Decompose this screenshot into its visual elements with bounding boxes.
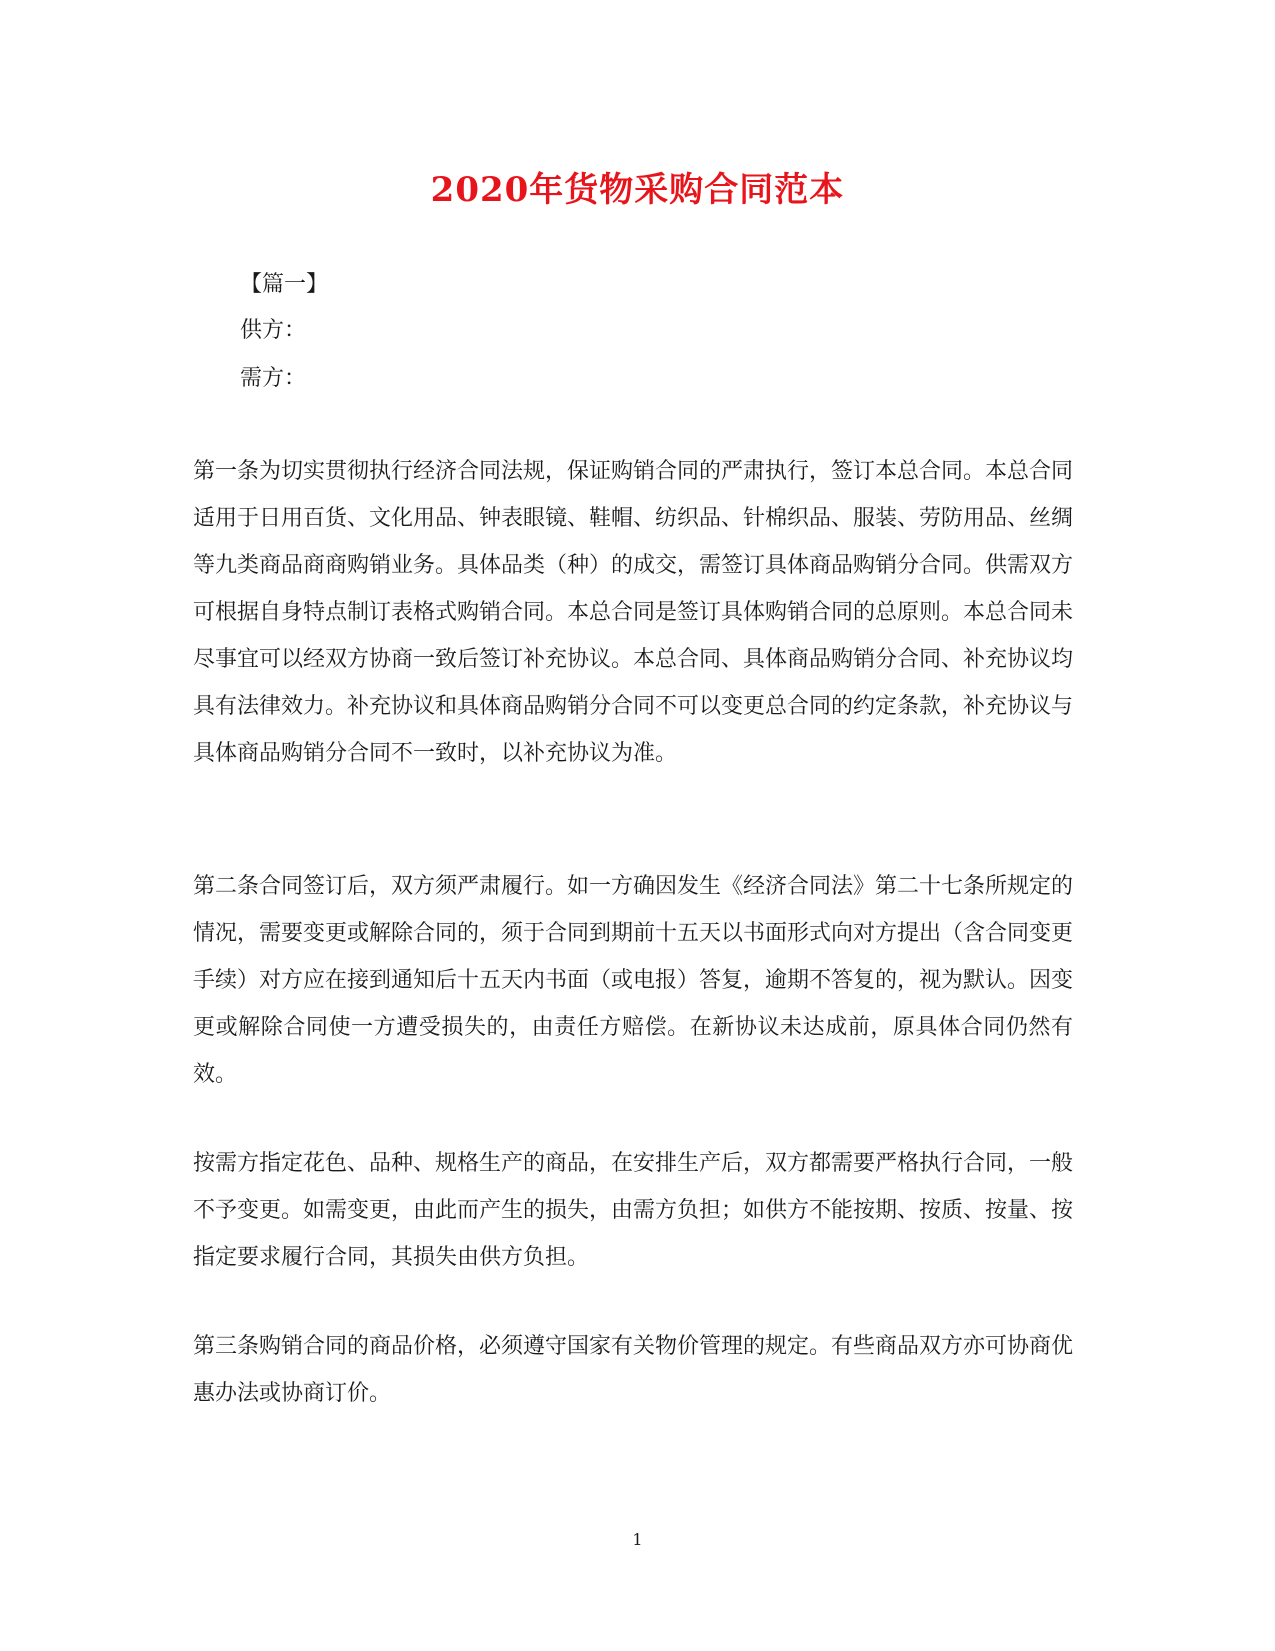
- section-label: 【篇一】: [240, 272, 329, 297]
- paragraph-article-2: 第二条合同签订后，双方须严肃履行。如一方确因发生《经济合同法》第二十七条所规定的情况，需要变更或解除合同的，须于合同到期前十五天以书面形式向对方提出（含合同变更手续）对方应在接到通知后十五天内书面（或电报）答复，逾期不答复的，视为默认。因变更或解除合同使一方遭受损失的，由责任方赔偿。在新协议未达成前，原具体合同仍然有效。: [193, 874, 1074, 1087]
- document-title: 2020年货物采购合同范本: [430, 170, 845, 210]
- paragraph-article-3: 第三条购销合同的商品价格，必须遵守国家有关物价管理的规定。有些商品双方亦可协商优惠办法或协商订价。: [193, 1334, 1074, 1406]
- paragraph-custom-goods: 按需方指定花色、品种、规格生产的商品，在安排生产后，双方都需要严格执行合同，一般不予变更。如需变更，由此而产生的损失，由需方负担；如供方不能按期、按质、按量、按指定要求履行合同，其损失由供方负担。: [193, 1151, 1074, 1270]
- buyer-label: 需方：: [240, 366, 307, 391]
- paragraph-article-1: 第一条为切实贯彻执行经济合同法规，保证购销合同的严肃执行，签订本总合同。本总合同适用于日用百货、文化用品、钟表眼镜、鞋帽、纺织品、针棉织品、服装、劳防用品、丝绸等九类商品商商购销业务。具体品类（种）的成交，需签订具体商品购销分合同。供需双方可根据自身特点制订表格式购销合同。本总合同是签订具体购销合同的总原则。本总合同未尽事宜可以经双方协商一致后签订补充协议。本总合同、具体商品购销分合同、补充协议均具有法律效力。补充协议和具体商品购销分合同不可以变更总合同的约定条款，补充协议与具体商品购销分合同不一致时，以补充协议为准。: [193, 459, 1074, 766]
- page-number: 1: [632, 1530, 643, 1549]
- supplier-label: 供方：: [240, 318, 307, 343]
